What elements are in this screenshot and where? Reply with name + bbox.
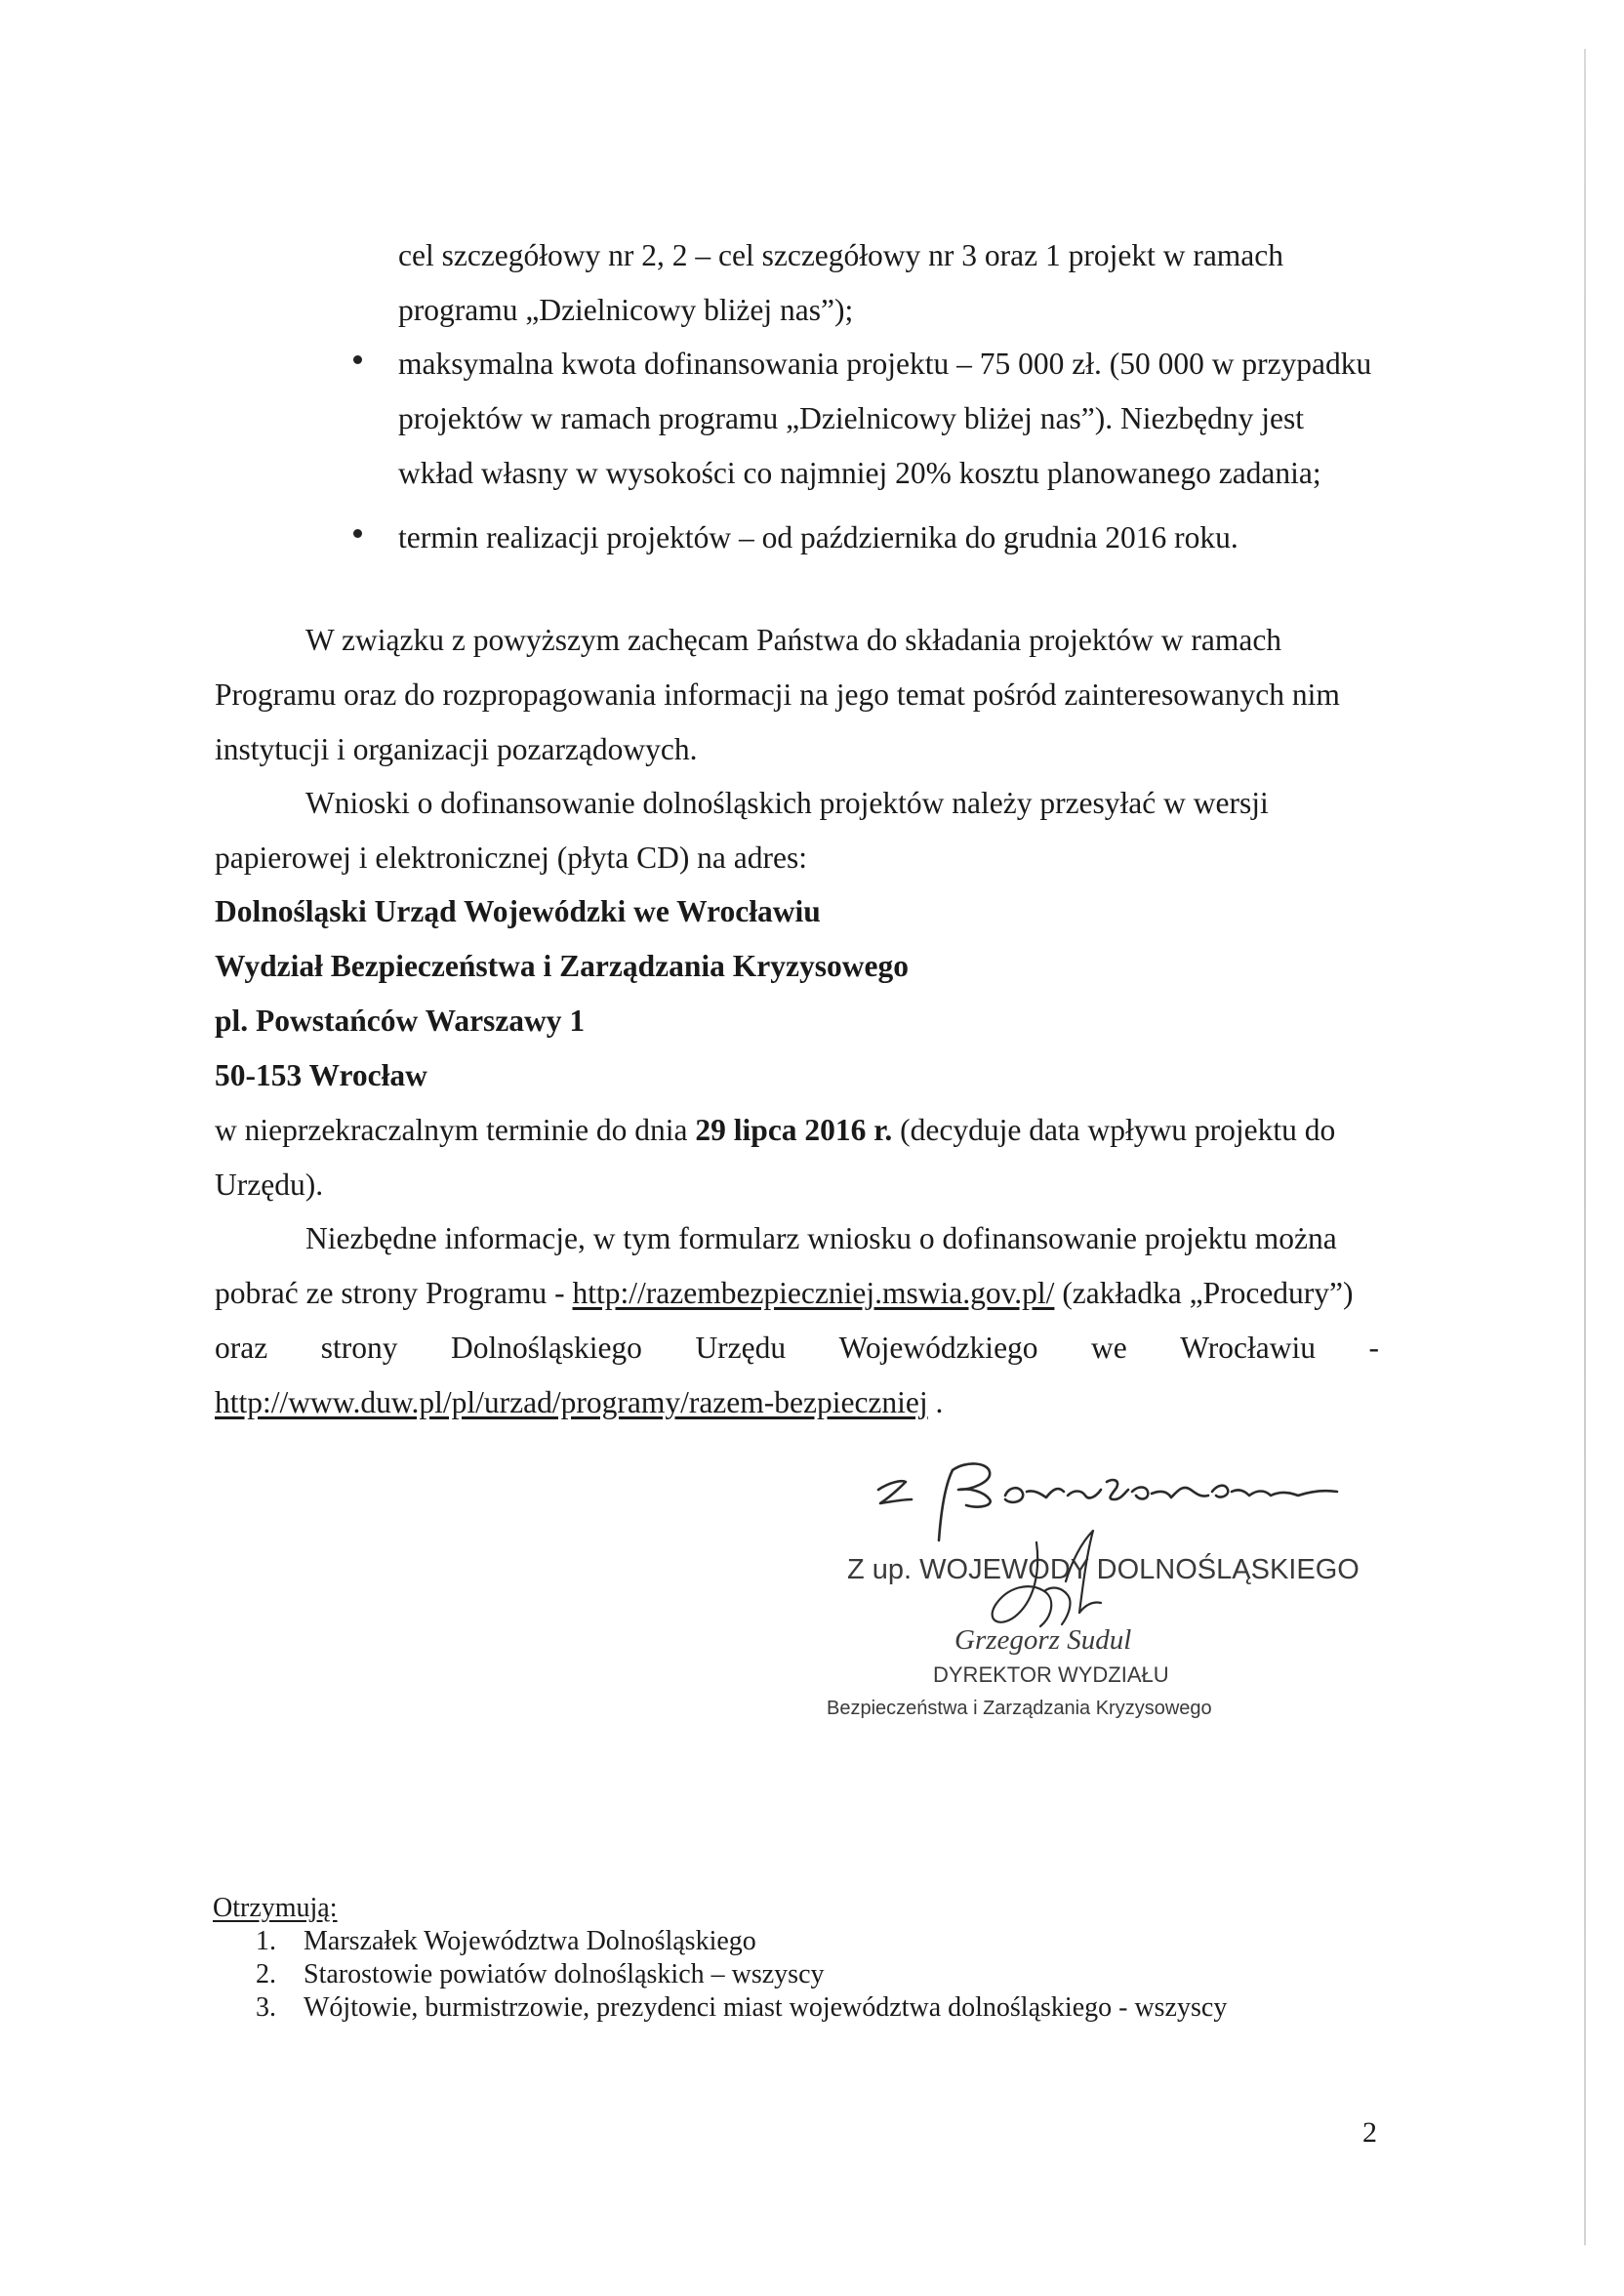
para3-line-4-suffix: . [927,1385,944,1419]
deadline-line-2: Urzędu). [215,1168,324,1202]
para1-line-1: W związku z powyższym zachęcam Państwa do składania projektów w ramach [305,623,1282,657]
program-link[interactable]: http://razembezpieczniej.mswia.gov.pl/ [572,1276,1055,1310]
stamp-authority-line: Z up. WOJEWODY DOLNOŚLĄSKIEGO [847,1554,1360,1585]
recipient-number: 3. [256,1992,276,2023]
recipient-item: Wójtowie, burmistrzowie, prezydenci miast województwa dolnośląskiego - wszyscy [304,1992,1228,2023]
para3-line-2-prefix: pobrać ze strony Programu - [215,1276,573,1310]
bullet-icon [353,355,362,364]
stamp-title: DYREKTOR WYDZIAŁU [933,1662,1169,1687]
para1-line-2: Programu oraz do rozpropagowania informacji na jego temat pośród zainteresowanych nim [215,677,1340,712]
para3-line-1: Niezbędne informacje, w tym formularz wniosku o dofinansowanie projektu można [305,1221,1337,1255]
word: we [1091,1331,1127,1365]
list-continuation-line-1: cel szczegółowy nr 2, 2 – cel szczegółowy nr 3 oraz 1 projekt w ramach [398,238,1284,272]
recipients-heading: Otrzymują: [213,1893,338,1923]
bullet-1-line-2: projektów w ramach programu „Dzielnicowy bliżej nas”). Niezbędny jest [398,401,1305,435]
para3-line-2-suffix: (zakładka „Procedury”) [1054,1276,1354,1310]
word: Urzędu [695,1331,787,1365]
bullet-icon [353,529,362,538]
recipient-number: 1. [256,1926,276,1956]
para3-line-4 [215,1387,943,1418]
deadline-suffix: (decyduje data wpływu projektu do [892,1113,1336,1147]
official-signature [947,1523,1142,1669]
stamp-name: Grzegorz Sudul [954,1624,1132,1656]
address-line-2: Wydział Bezpieczeństwa i Zarządzania Kryzysowego [215,949,909,983]
list-continuation-line-2: programu „Dzielnicowy bliżej nas”); [398,293,854,327]
deadline-line-1 [215,1115,1335,1146]
deadline-date: 29 lipca 2016 r. [695,1113,893,1147]
address-line-3: pl. Powstańców Warszawy 1 [215,1004,586,1038]
page-number: 2 [1362,2116,1377,2149]
word: strony [320,1331,398,1365]
recipient-number: 2. [256,1959,276,1989]
duw-link[interactable]: http://www.duw.pl/pl/urzad/programy/razem-bezpieczniej [215,1385,928,1419]
para2-line-2: papierowej i elektronicznej (płyta CD) na adres: [215,840,808,875]
para1-line-3: instytucji i organizacji pozarządowych. [215,732,698,766]
word: oraz [215,1331,268,1365]
word: Dolnośląskiego [450,1331,642,1365]
recipient-item: Starostowie powiatów dolnośląskich – wszyscy [304,1959,825,1989]
stamp-department: Bezpieczeństwa i Zarządzania Kryzysowego [827,1698,1212,1719]
word: - [1368,1331,1379,1365]
recipient-item: Marszałek Województwa Dolnośląskiego [304,1926,756,1956]
bullet-1-line-3: wkład własny w wysokości co najmniej 20% kosztu planowanego zadania; [398,456,1321,490]
bullet-1-line-1: maksymalna kwota dofinansowania projektu – 75 000 zł. (50 000 w przypadku [398,347,1372,381]
para3-line-3 [215,1332,1379,1364]
bullet-2-line-1: termin realizacji projektów – od października do grudnia 2016 roku. [398,520,1238,554]
para2-line-1: Wnioski o dofinansowanie dolnośląskich projektów należy przesyłać w wersji [305,786,1269,820]
scan-edge-shadow [1584,49,1586,2245]
para3-line-2 [215,1278,1354,1309]
deadline-prefix: w nieprzekraczalnym terminie do dnia [215,1113,696,1147]
address-line-4: 50-153 Wrocław [215,1058,427,1092]
address-line-1: Dolnośląski Urząd Wojewódzki we Wrocławiu [215,894,821,928]
word: Wrocławiu [1180,1331,1316,1365]
word: Wojewódzkiego [838,1331,1038,1365]
